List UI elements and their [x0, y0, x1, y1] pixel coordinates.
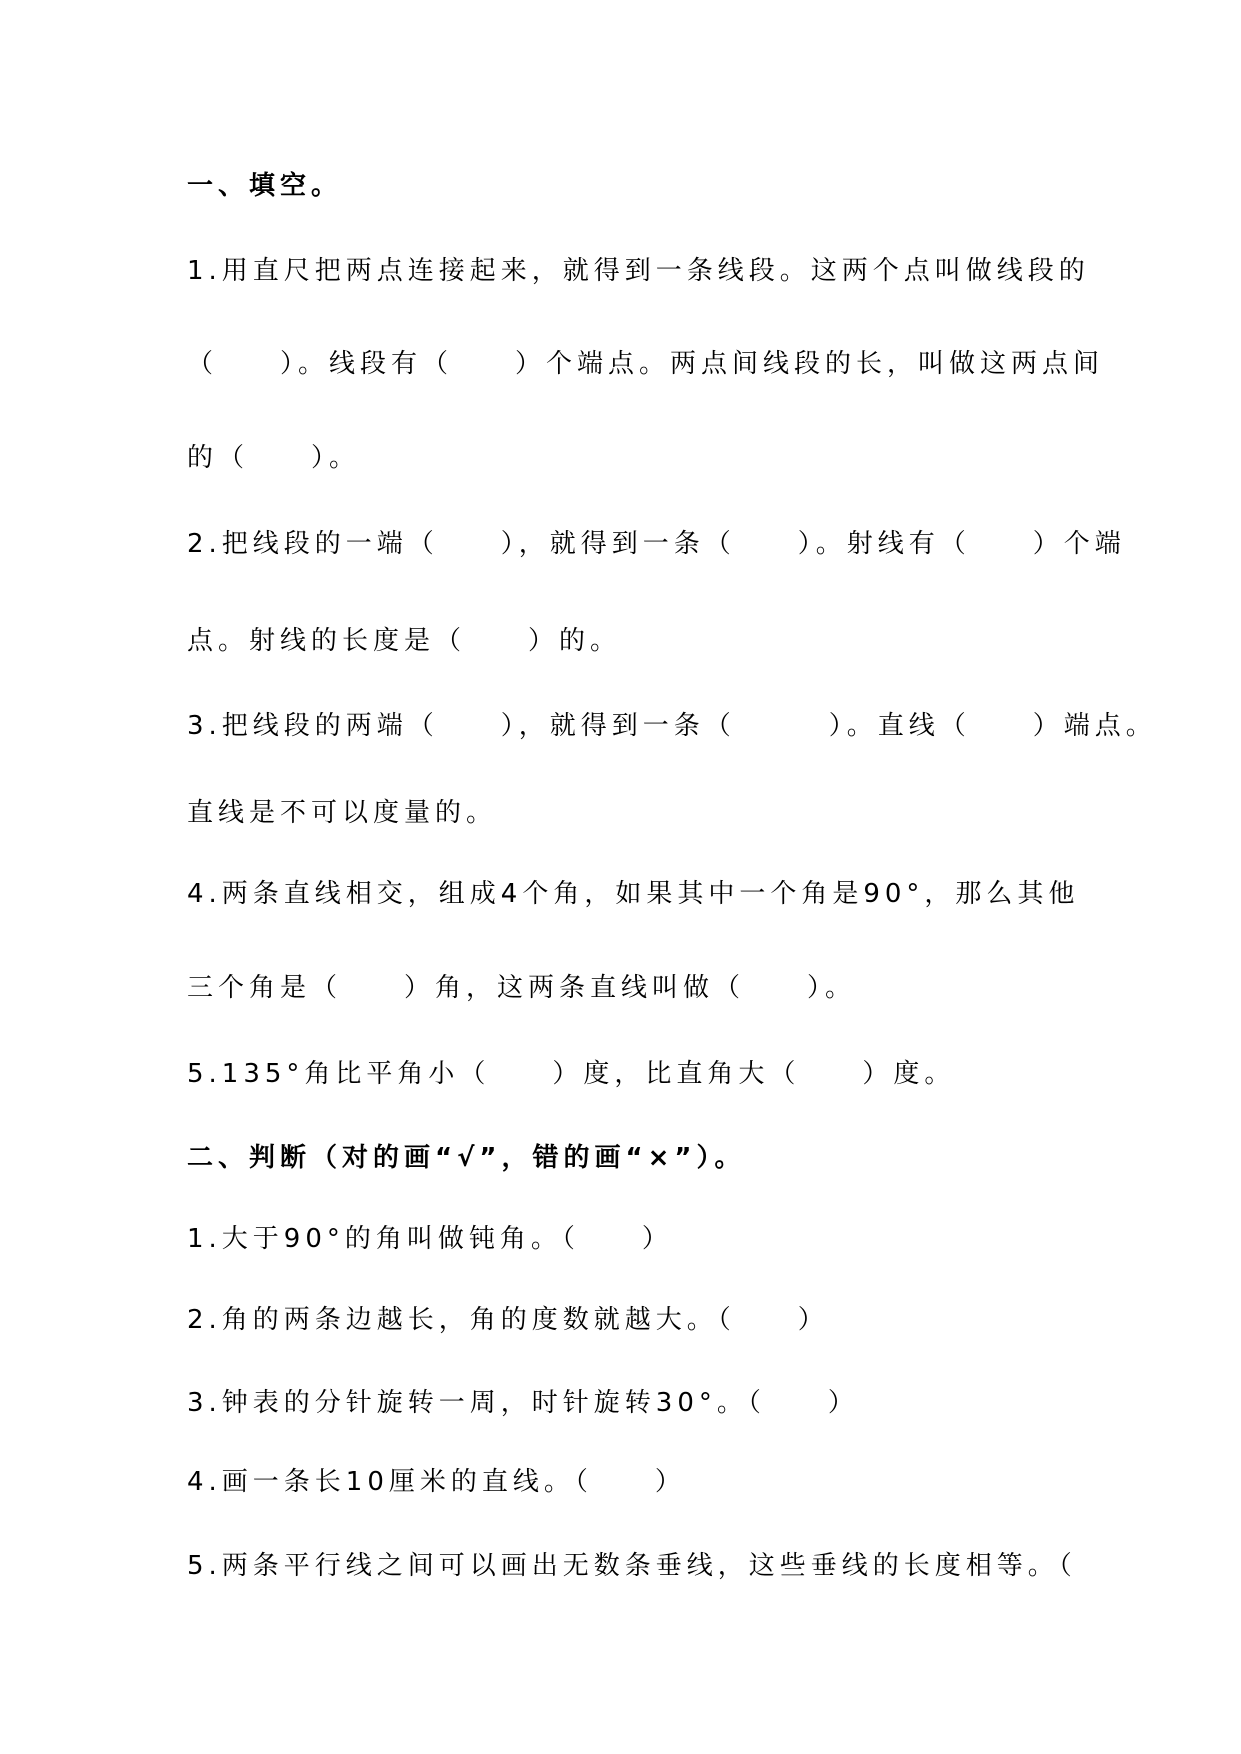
question-text: 3.把线段的两端（ ），就得到一条（ ）。直线（ ）端点。	[187, 711, 1157, 741]
section-heading-fill-blank: 一、填空。	[187, 171, 343, 201]
question-text: 2.把线段的一端（ ），就得到一条（ ）。射线有（ ）个端	[187, 529, 1126, 559]
question-text: 4.画一条长10厘米的直线。（ ）	[187, 1467, 686, 1497]
question-text: 4.两条直线相交，组成4个角，如果其中一个角是90°，那么其他	[187, 879, 1080, 909]
question-text: 1.用直尺把两点连接起来，就得到一条线段。这两个点叫做线段的	[187, 256, 1090, 286]
question-text: 2.角的两条边越长，角的度数就越大。（ ）	[187, 1305, 829, 1335]
question-text: 1.大于90°的角叫做钝角。（ ）	[187, 1224, 673, 1254]
question-text: 5.135°角比平角小（ ）度，比直角大（ ）度。	[187, 1059, 956, 1089]
question-text: 三个角是（ ）角，这两条直线叫做（ ）。	[187, 973, 857, 1003]
question-text: 直线是不可以度量的。	[187, 798, 498, 828]
section-heading-true-false: 二、判断（对的画“√”，错的画“×”）。	[187, 1143, 746, 1173]
question-text: 3.钟表的分针旋转一周，时针旋转30°。（ ）	[187, 1388, 859, 1418]
question-text: 点。射线的长度是（ ）的。	[187, 626, 622, 656]
question-text: （ ）。线段有（ ）个端点。两点间线段的长，叫做这两点间	[187, 349, 1105, 379]
question-text: 5.两条平行线之间可以画出无数条垂线，这些垂线的长度相等。（	[187, 1551, 1077, 1581]
question-text: 的（ ）。	[187, 443, 361, 473]
